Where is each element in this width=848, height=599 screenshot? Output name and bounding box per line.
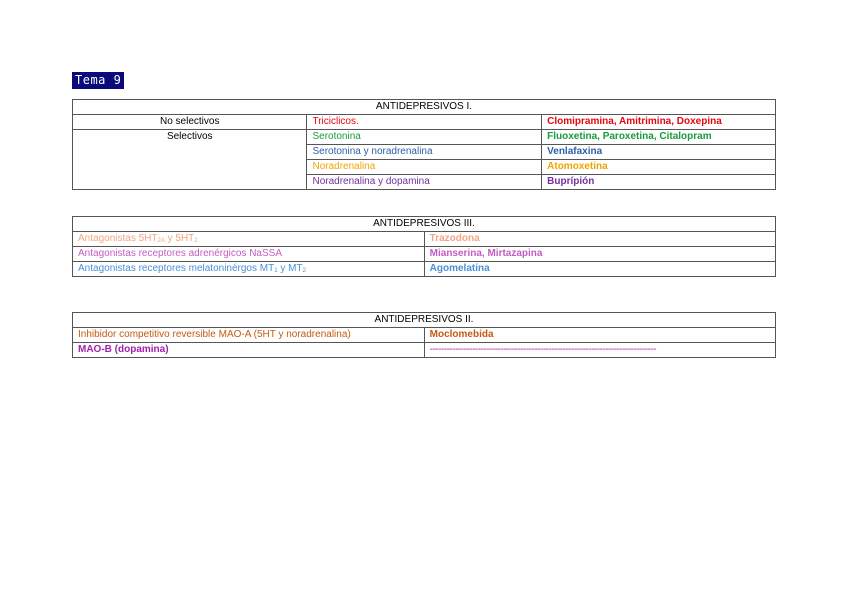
- subscript: 2: [194, 238, 198, 244]
- type-cell: [73, 232, 425, 247]
- drugs-cell: Moclomebida: [424, 328, 775, 343]
- drugs-cell: Trazodona: [424, 232, 775, 247]
- table-row: [73, 247, 776, 262]
- type-text: Antagonistas receptores melatoninérgos MT: [78, 263, 275, 274]
- drugs-cell: Fluoxetina, Paroxetina, Citalopram: [542, 130, 776, 145]
- drugs-cell: Agomelatina: [424, 262, 775, 277]
- antidepresivos-i-table: [72, 99, 776, 190]
- subscript: 1: [274, 268, 278, 274]
- table-title: ANTIDEPRESIVOS III.: [73, 217, 776, 232]
- category-no-selectivos: No selectivos: [73, 115, 307, 130]
- type-cell: Inhibidor competitivo reversible MAO-A (5HT y noradrenalina): [73, 328, 425, 343]
- antidepresivos-ii-table: [72, 312, 776, 358]
- drugs-cell: Buprípión: [542, 175, 776, 190]
- type-text: Antagonistas 5HT: [78, 233, 158, 244]
- table-row: [73, 262, 776, 277]
- type-text: Antagonistas receptores adrenérgicos NaSSA: [78, 248, 283, 259]
- type-cell: Noradrenalina: [307, 160, 542, 175]
- drugs-cell: Venlafaxina: [542, 145, 776, 160]
- type-cell: Serotonina y noradrenalina: [307, 145, 542, 160]
- type-cell: Serotonina: [307, 130, 542, 145]
- type-cell: MAO-B (dopamina): [73, 343, 425, 358]
- subscript: 2A: [157, 238, 165, 244]
- drugs-cell: Mianserina, Mirtazapina: [424, 247, 775, 262]
- table-row: [73, 115, 776, 130]
- table-row: [73, 232, 776, 247]
- antidepresivos-iii-table: [72, 216, 776, 277]
- table-header-row: [73, 313, 776, 328]
- drugs-cell: Clomipramina, Amitrimina, Doxepina: [542, 115, 776, 130]
- table-row: [73, 328, 776, 343]
- table-row: [73, 343, 776, 358]
- table-header-row: [73, 100, 776, 115]
- category-selectivos: Selectivos: [73, 130, 307, 190]
- table-title: ANTIDEPRESIVOS I.: [73, 100, 776, 115]
- subscript: 2: [302, 268, 306, 274]
- drugs-cell: Atomoxetina: [542, 160, 776, 175]
- type-cell: Noradrenalina y dopamina: [307, 175, 542, 190]
- type-cell: [73, 247, 425, 262]
- tema-label: Tema 9: [72, 72, 124, 89]
- table-header-row: [73, 217, 776, 232]
- table-title: ANTIDEPRESIVOS II.: [73, 313, 776, 328]
- type-cell: Triciclicos.: [307, 115, 542, 130]
- type-cell: [73, 262, 425, 277]
- type-text: y 5HT: [164, 233, 195, 244]
- type-text: y MT: [277, 263, 303, 274]
- table-row: [73, 130, 776, 145]
- drugs-cell: --------------------------------------------------------------------------------: [424, 343, 775, 358]
